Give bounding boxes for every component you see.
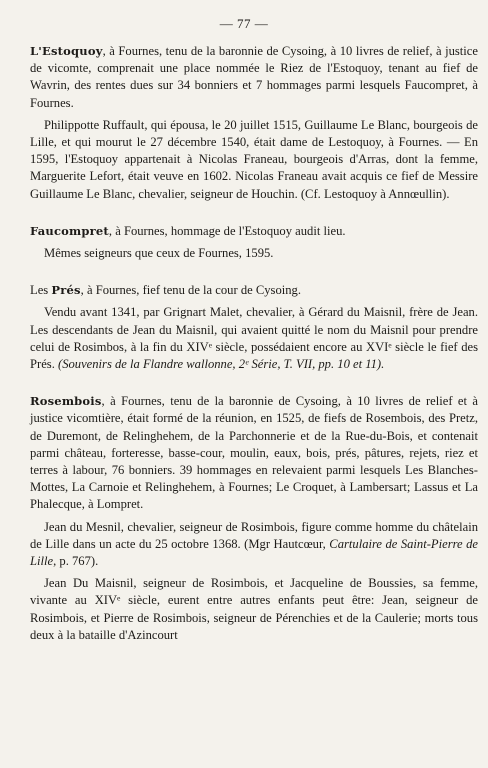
entry-heading: Prés (51, 283, 81, 298)
entry-paragraph (30, 393, 478, 513)
page-body (30, 43, 478, 644)
entry-paragraph: Mêmes seigneurs que ceux de Fournes, 1595. (44, 246, 274, 261)
entry-text: , à Fournes, tenu de la baronnie de Cysoing, à 10 livres de relief, à justice de vicomte, comprenait une place nommée le Riez de l'Estoquoy, tenant au fief de Wavrin, des rentes dues sur 34 bonniers et 7 hommages parmi lesquels Faucompret, à Fournes. (30, 44, 478, 110)
entry-paragraph (30, 223, 478, 240)
entry-text: , p. 767). (53, 554, 99, 569)
entry-text: Vendu avant 1341, par Grignart Malet, chevalier, à Gérard du Maisnil, frère de Jean. Les descendants de Jean du Maisnil, qui avaient quitté le nom du Maisnil pour prendre celui de Rosimbos, à la fin du XIVᵉ siècle, possédaient encore au XVIᵉ siècle le fief des Prés. (30, 305, 478, 372)
entry-paragraph (30, 282, 478, 299)
entry-estoquoy (30, 43, 478, 203)
section-gap (30, 262, 478, 282)
entry-paragraph: Philippotte Ruffault, qui épousa, le 20 juillet 1515, Guillaume Le Blanc, bourgeois de Lille, et qui mourut le 27 décembre 1540, était dame de Lestoquoy, à Fournes. — En 1595, l'Estoquoy appartenait à Nicolas Franeau, bourgeois d'Arras, dont la femme, Marguerite Lefort, était veuve en 1602. Nicolas Franeau avait acquis ce fief de Messire Guillaume Le Blanc, chevalier, seigneur de Houchin. (Cf. Lestoquoy à Annœullin). (30, 117, 478, 201)
entry-text: , à Fournes, hommage de l'Estoquoy audit lieu. (108, 223, 346, 238)
entry-paragraph: Jean Du Maisnil, seigneur de Rosimbois, et Jacqueline de Boussies, sa femme, vivante au XIVᵉ siècle, eurent entre autres enfants peut être: Jean, seigneur de Rosimbois, et Pierre de Rosimbois, seigneur de Pérenchies et de la Caulerie; morts tous deux à la bataille d'Azincourt (30, 576, 478, 642)
entry-text: , à Fournes, fief tenu de la cour de Cysoing. (80, 283, 301, 298)
entry-rosembois (30, 393, 478, 644)
page-number: — 77 — (219, 16, 269, 31)
entry-heading: Rosembois (30, 394, 102, 409)
entry-heading-prefix: Les (30, 283, 52, 298)
entry-faucompret (30, 223, 478, 262)
entry-text: Jean du Mesnil, chevalier, seigneur de Rosimbois, figure comme homme du châtelain de Lille dans un acte du 25 octobre 1368. (Mgr Hautcœur, (30, 519, 478, 551)
entry-text: , à Fournes, tenu de la baronnie de Cysoing, à 10 livres de relief et à justice vicomtière, était formé de la réunion, en 1525, de fiefs de Rosembois, des Pretz, de Duremont, de Relinghehem, de la Parchonnerie et de la Rue-du-Bois, et contenait parmi château, forteresse, basse-cour, moulin, eaux, bois, prés, pâtures, rejets, riez et terres à labour, 76 bonniers. 39 hommages en relevaient parmi lesquels Les Blanches-Mottes, La Carnoie et Relinghehem, à Fournes; Le Croquet, à Lambersart; Lassus et La Phalecque, à Lompret. (30, 394, 478, 512)
entry-pres (30, 282, 478, 373)
entry-paragraph (30, 304, 478, 373)
section-gap (30, 373, 478, 393)
entry-cartulaire-title: Cartulaire de Saint-Pierre de Lille (30, 536, 478, 569)
section-gap (30, 203, 478, 223)
entry-heading: L'Estoquoy (30, 44, 103, 58)
entry-paragraph (30, 519, 478, 571)
entry-paragraph (30, 43, 478, 112)
entry-citation: (Souvenirs de la Flandre wallonne, 2ᵉ Série, T. VII, pp. 10 et 11). (58, 357, 385, 372)
entry-heading: Faucompret (30, 223, 109, 238)
